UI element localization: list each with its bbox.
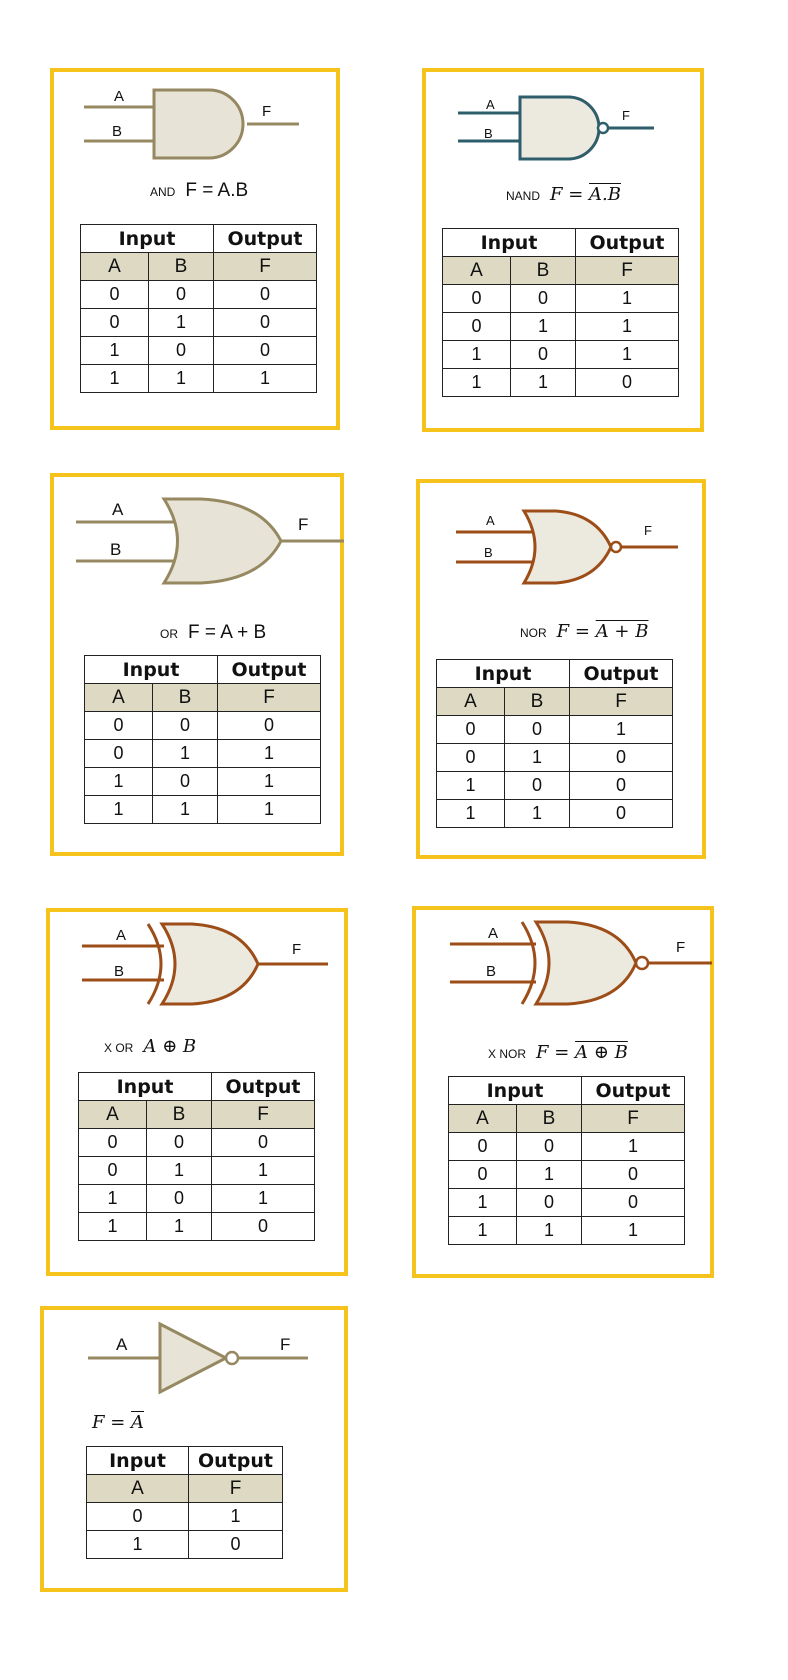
and-pin-a: A [114,88,125,105]
table-row [79,1129,315,1157]
table-row [87,1531,283,1559]
nor-gate-symbol [456,505,678,581]
table-row [81,281,317,309]
xnor-pin-f: F [676,939,686,956]
nand-gate-symbol [458,90,654,162]
cell: 0 [449,1161,517,1189]
cell: 1 [437,800,505,828]
cell: 1 [570,716,673,744]
col-f: F [214,253,317,281]
cell: 0 [218,712,321,740]
cell: 0 [212,1129,315,1157]
cell: 1 [511,313,576,341]
col-a: A [87,1475,189,1503]
col-f: F [576,257,679,285]
or-pin-f: F [298,515,309,534]
nand-gate-card [422,68,704,432]
xnor-gate-name: X NOR [488,1047,527,1061]
input-header: Input [443,229,576,257]
col-f: F [570,688,673,716]
col-b: B [153,684,218,712]
cell: 1 [149,309,214,337]
cell: 1 [79,1185,147,1213]
cell: 1 [153,740,218,768]
cell: 0 [147,1129,212,1157]
col-f: F [189,1475,283,1503]
cell: 0 [582,1161,685,1189]
cell: 1 [87,1531,189,1559]
nand-lhs: F = [550,184,584,205]
cell: 0 [437,716,505,744]
table-row [437,772,673,800]
xnor-rhs: A ⊕ B [575,1042,628,1063]
col-b: B [511,257,576,285]
xnor-truth-table [448,1076,685,1245]
nor-pin-b: B [484,545,493,560]
cell: 1 [443,369,511,397]
table-row [449,1161,685,1189]
input-header: Input [437,660,570,688]
cell: 0 [153,712,218,740]
nand-formula [506,184,621,205]
output-header: Output [189,1447,283,1475]
input-header: Input [449,1077,582,1105]
table-row [85,796,321,824]
cell: 0 [147,1185,212,1213]
cell: 0 [505,772,570,800]
output-header: Output [214,225,317,253]
xor-gate-card [46,908,348,1276]
cell: 1 [449,1189,517,1217]
cell: 1 [582,1217,685,1245]
nand-pin-b: B [484,126,493,141]
cell: 0 [517,1133,582,1161]
cell: 0 [443,313,511,341]
cell: 0 [85,740,153,768]
not-formula [92,1412,144,1433]
table-row [437,744,673,772]
input-header: Input [79,1073,212,1101]
cell: 0 [149,337,214,365]
cell: 0 [153,768,218,796]
and-gate-symbol [84,84,299,166]
cell: 1 [576,313,679,341]
table-row [87,1503,283,1531]
and-pin-f: F [262,103,272,120]
cell: 1 [147,1157,212,1185]
table-row [437,716,673,744]
nor-gate-name: NOR [520,626,547,640]
xor-pin-a: A [116,927,127,944]
input-header: Input [85,656,218,684]
xnor-gate-card [412,906,714,1278]
and-gate-name: AND [150,185,176,199]
cell: 0 [189,1531,283,1559]
cell: 1 [511,369,576,397]
table-row [81,309,317,337]
cell: 0 [570,772,673,800]
cell: 0 [81,281,149,309]
xnor-pin-a: A [488,925,499,942]
cell: 1 [517,1161,582,1189]
or-gate-symbol [76,487,344,583]
cell: 0 [79,1129,147,1157]
not-gate-symbol [88,1320,308,1396]
cell: 1 [212,1157,315,1185]
or-pin-b: B [110,540,122,559]
nor-truth-table [436,659,673,828]
nor-lhs: F = [556,621,590,642]
nand-truth-table [442,228,679,397]
nand-pin-a: A [486,97,495,112]
cell: 1 [576,341,679,369]
cell: 0 [443,285,511,313]
xor-gate-name: X OR [104,1041,134,1055]
and-gate-card [50,68,340,430]
output-header: Output [576,229,679,257]
nand-rhs: A.B [589,184,621,205]
or-expression: F = A + B [188,622,267,643]
col-a: A [85,684,153,712]
cell: 0 [570,800,673,828]
col-a: A [443,257,511,285]
input-header: Input [81,225,214,253]
cell: 0 [582,1189,685,1217]
xor-truth-table [78,1072,315,1241]
cell: 0 [576,369,679,397]
cell: 1 [81,337,149,365]
table-row [79,1213,315,1241]
col-b: B [147,1101,212,1129]
xnor-gate-symbol [450,914,712,1010]
table-row [449,1189,685,1217]
cell: 0 [570,744,673,772]
not-pin-f: F [280,1335,291,1354]
col-f: F [212,1101,315,1129]
cell: 0 [511,341,576,369]
col-b: B [517,1105,582,1133]
cell: 0 [505,716,570,744]
table-row [79,1185,315,1213]
output-header: Output [218,656,321,684]
not-pin-a: A [116,1335,128,1354]
cell: 1 [212,1185,315,1213]
cell: 1 [85,768,153,796]
input-header: Input [87,1447,189,1475]
cell: 1 [218,796,321,824]
table-row [443,369,679,397]
not-truth-table [86,1446,283,1559]
cell: 1 [218,768,321,796]
nor-gate-card [416,479,706,859]
nor-pin-a: A [486,513,495,528]
and-expression: F = A.B [185,180,249,201]
col-f: F [582,1105,685,1133]
nor-formula [520,621,648,642]
or-truth-table [84,655,321,824]
table-row [443,285,679,313]
cell: 1 [505,800,570,828]
cell: 1 [576,285,679,313]
cell: 1 [153,796,218,824]
or-gate-name: OR [160,627,178,641]
cell: 0 [214,337,317,365]
xor-gate-symbol [82,918,328,1006]
col-b: B [149,253,214,281]
cell: 1 [85,796,153,824]
table-row [85,712,321,740]
col-a: A [79,1101,147,1129]
cell: 0 [87,1503,189,1531]
xnor-lhs: F = [536,1042,570,1063]
and-pin-b: B [112,123,123,140]
col-a: A [81,253,149,281]
not-gate-card [40,1306,348,1592]
xnor-formula [488,1042,628,1063]
output-header: Output [212,1073,315,1101]
col-f: F [218,684,321,712]
cell: 1 [443,341,511,369]
col-a: A [437,688,505,716]
or-formula [160,622,266,644]
or-pin-a: A [112,500,124,519]
xor-formula [104,1036,196,1057]
table-row [85,768,321,796]
col-b: B [505,688,570,716]
not-lhs: F = [92,1412,126,1433]
table-row [449,1133,685,1161]
cell: 0 [81,309,149,337]
cell: 0 [517,1189,582,1217]
output-header: Output [582,1077,685,1105]
and-formula [150,180,248,202]
output-header: Output [570,660,673,688]
not-rhs: $\overline{A}$ [131,1412,145,1433]
cell: 0 [449,1133,517,1161]
table-row [443,313,679,341]
cell: 1 [505,744,570,772]
and-truth-table [80,224,317,393]
table-row [437,800,673,828]
cell: 0 [511,285,576,313]
table-row [443,341,679,369]
cell: 1 [149,365,214,393]
cell: 1 [214,365,317,393]
cell: 1 [147,1213,212,1241]
xor-expression: A ⊕ B [143,1036,197,1057]
cell: 1 [189,1503,283,1531]
table-row [449,1217,685,1245]
cell: 1 [517,1217,582,1245]
cell: 1 [79,1213,147,1241]
nor-rhs: A + B [595,621,649,642]
cell: 0 [79,1157,147,1185]
cell: 0 [149,281,214,309]
cell: 1 [81,365,149,393]
table-row [81,365,317,393]
cell: 0 [437,744,505,772]
xor-pin-f: F [292,941,302,958]
col-a: A [449,1105,517,1133]
or-gate-card [50,473,344,856]
xor-pin-b: B [114,963,125,980]
cell: 0 [85,712,153,740]
cell: 0 [214,281,317,309]
cell: 0 [214,309,317,337]
nor-pin-f: F [644,523,652,538]
cell: 1 [449,1217,517,1245]
xnor-pin-b: B [486,963,497,980]
cell: 1 [437,772,505,800]
cell: 1 [582,1133,685,1161]
nand-gate-name: NAND [506,189,541,203]
table-row [81,337,317,365]
nand-pin-f: F [622,108,630,123]
cell: 0 [212,1213,315,1241]
cell: 1 [218,740,321,768]
table-row [85,740,321,768]
table-row [79,1157,315,1185]
